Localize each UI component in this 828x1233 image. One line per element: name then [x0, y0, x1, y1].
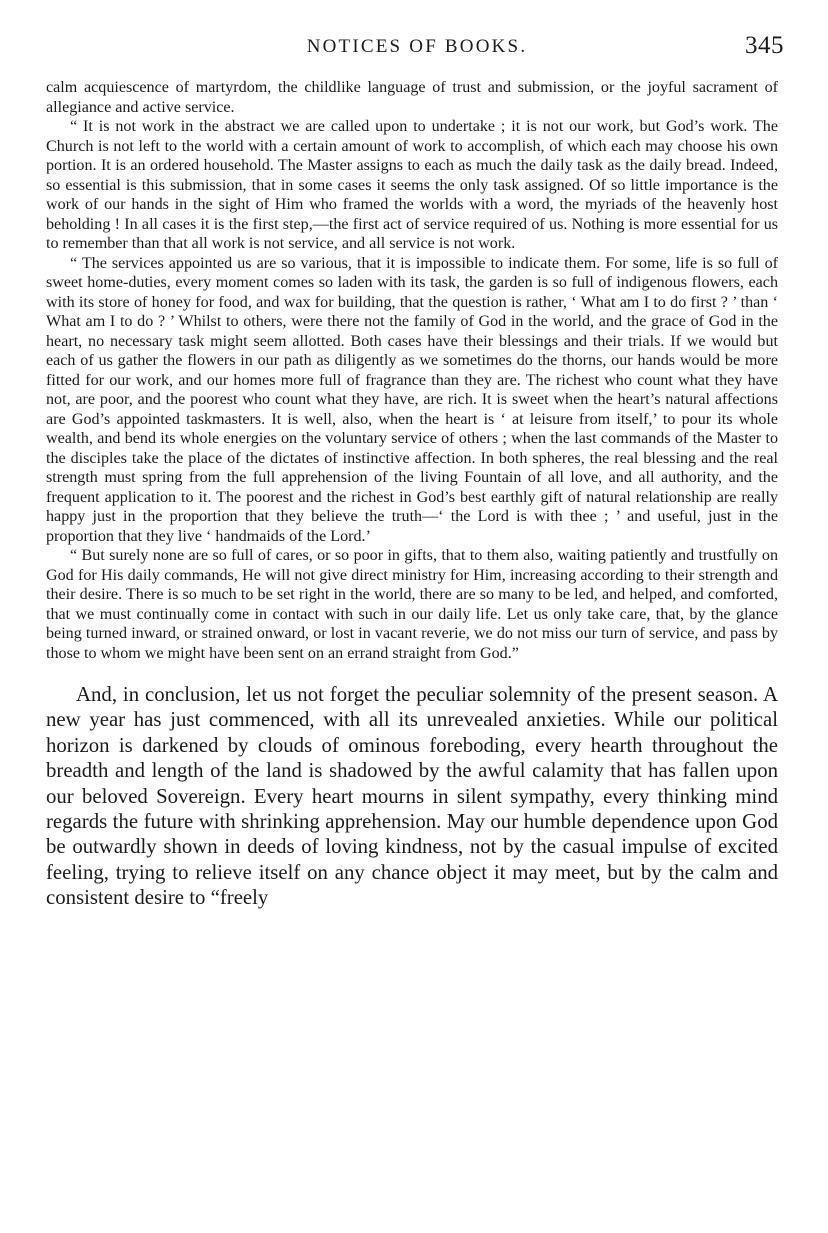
- quote-paragraph-1: calm acquiescence of martyrdom, the childlike language of trust and submission, or the joyful sacrament of allegiance and active service.: [46, 79, 778, 116]
- running-title: NOTICES OF BOOKS.: [306, 36, 528, 57]
- quote-paragraph-2: “ It is not work in the abstract we are called upon to undertake ; it is not our work, but God’s work. The Church is not left to the world with a certain amount of work to accomplish, of which each may choose his own portion. It is an ordered household. The Master assigns to each as much the daily task as the daily bread. Indeed, so essential is this submission, that in some cases it seems the only task assigned. Of so little importance is the work of our hands in the sight of Him who framed the worlds with a word, the myriads of the heavenly host beholding ! In all cases it is the first step,—the first act of service required of us. Nothing is more essential for us to remember than that all work is not service, and all service is not work.: [46, 118, 778, 252]
- page-number: 345: [745, 32, 784, 59]
- book-page: [46, 32, 784, 1214]
- quote-paragraph-4: “ But surely none are so full of cares, or so poor in gifts, that to them also, waiting patiently and trustfully on God for His daily commands, He will not give direct ministry for Him, increasing according to their strength and their desire. There is so much to be set right in the world, there are so many to be led, and helped, and comforted, that we must continually come in contact with such in our daily life. Let us only take care, that, by the glance being turned inward, or strained onward, or lost in vacant reverie, we do not miss our turn of service, and pass by those to whom we might have been sent on an errand straight from God.”: [46, 547, 778, 662]
- body-text: [46, 682, 778, 911]
- body-paragraph-1: And, in conclusion, let us not forget the peculiar solemnity of the present season. A new year has just commenced, with all its unrevealed anxieties. While our political horizon is darkened by clouds of ominous foreboding, every hearth throughout the breadth and length of the land is shadowed by the awful calamity that has fallen upon our beloved Sovereign. Every heart mourns in silent sympathy, every thinking mind regards the future with shrinking apprehension. May our humble dependence upon God be outwardly shown in deeds of loving kindness, not by the casual impulse of excited feeling, trying to relieve itself on any chance object it may meet, but by the calm and consistent desire to “freely: [46, 683, 778, 910]
- page-header: [46, 32, 784, 78]
- quote-paragraph-3: “ The services appointed us are so various, that it is impossible to indicate them. For some, life is so full of sweet home-duties, every moment comes so laden with its task, the garden is so full of indigenous flowers, each with its store of honey for food, and wax for building, that the question is rather, ‘ What am I to do first ? ’ than ‘ What am I to do ? ’ Whilst to others, were there not the family of God in the world, and the grace of God in the heart, no necessary task might seem allotted. Both cases have their blessings and their trials. If we would but each of us gather the flowers in our path as diligently as we sometimes do the thorns, our hands would be more fitted for our work, and our homes more full of fragrance than they are. The richest who count what they have not, are poor, and the poorest who count what they have, are rich. It is sweet when the heart’s natural affections are God’s appointed taskmasters. It is well, also, when the heart is ‘ at leisure from itself,’ to pour its whole wealth, and bend its whole energies on the voluntary service of others ; when the last commands of the Master to the disciples take the place of the dictates of instinctive affection. In both spheres, the real blessing and the real strength must spring from the full apprehension of the living Fountain of all love, and all authority, and the frequent application to it. The poorest and the richest in God’s best earthly gift of natural relationship are really happy just in the proportion that they believe the truth—‘ the Lord is with thee ; ’ and useful, just in the proportion that they live ‘ handmaids of the Lord.’: [46, 254, 778, 545]
- quoted-extract: [46, 78, 778, 663]
